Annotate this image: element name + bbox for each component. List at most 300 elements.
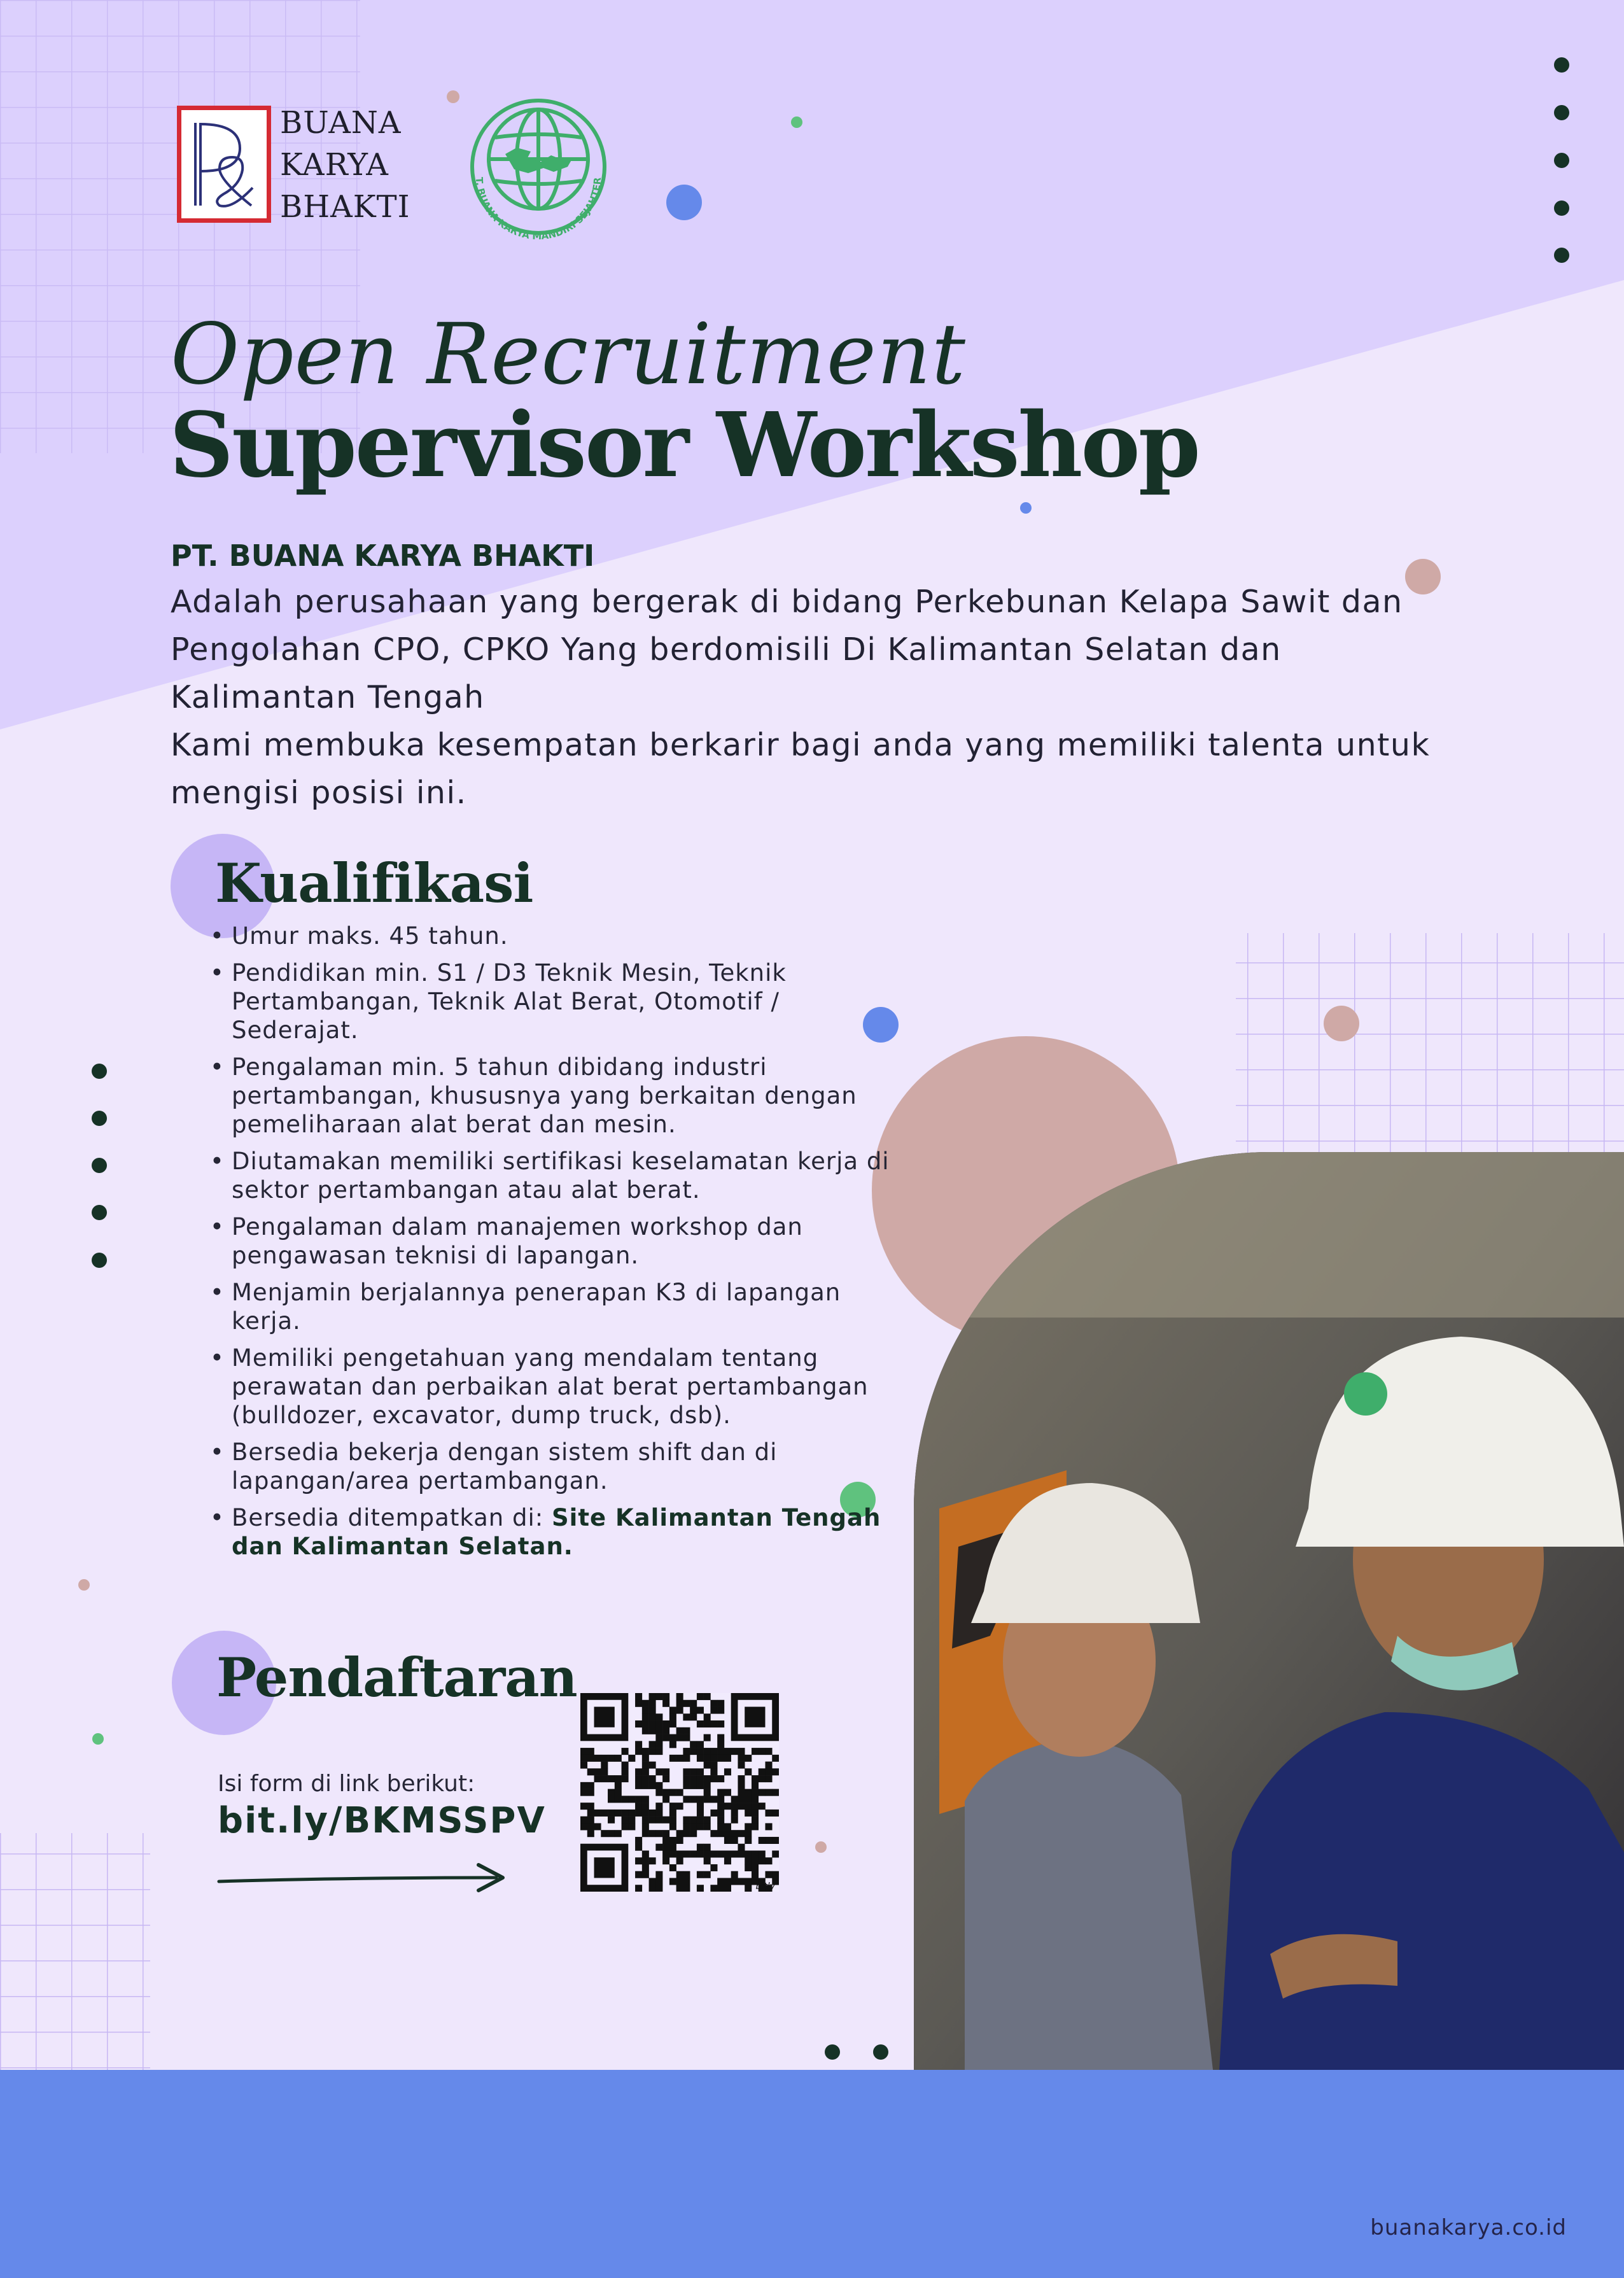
- qr-module: [710, 1850, 717, 1857]
- qr-module: [772, 1871, 779, 1878]
- registration-link[interactable]: bit.ly/BKMSSPV: [218, 1800, 546, 1841]
- qr-module: [587, 1789, 594, 1796]
- qr-module: [655, 1885, 662, 1892]
- qr-module: [745, 1810, 752, 1817]
- qr-module: [697, 1707, 704, 1714]
- qr-module: [642, 1748, 649, 1755]
- qr-module: [765, 1789, 772, 1796]
- qr-module: [724, 1850, 731, 1857]
- qr-module: [655, 1830, 662, 1837]
- qr-module: [704, 1762, 711, 1769]
- qr-module: [690, 1748, 697, 1755]
- qr-module: [697, 1796, 704, 1803]
- qr-module: [724, 1830, 731, 1837]
- qr-module: [601, 1762, 608, 1769]
- qr-module: [704, 1748, 711, 1755]
- qr-module: [752, 1748, 759, 1755]
- qr-module: [683, 1871, 690, 1878]
- qr-module: [759, 1748, 766, 1755]
- qr-module: [635, 1857, 642, 1864]
- qr-module: [683, 1755, 690, 1762]
- qr-module: [717, 1810, 724, 1817]
- qr-module: [717, 1748, 724, 1755]
- qr-module: [738, 1830, 745, 1837]
- qr-module: [615, 1782, 622, 1789]
- qr-module: [628, 1796, 635, 1803]
- qr-module: [745, 1796, 752, 1803]
- qr-module: [635, 1700, 642, 1707]
- qr-module: [683, 1885, 690, 1892]
- qr-module: [704, 1755, 711, 1762]
- qr-module: [594, 1768, 601, 1775]
- qr-module: [608, 1817, 615, 1824]
- qr-module: [697, 1693, 704, 1700]
- qr-module: [642, 1762, 649, 1769]
- qr-module: [704, 1782, 711, 1789]
- qr-module: [642, 1857, 649, 1864]
- qr-module: [608, 1775, 615, 1782]
- qr-module: [724, 1768, 731, 1775]
- qr-module: [580, 1789, 587, 1796]
- qr-module: [662, 1850, 669, 1857]
- logo-line-2: KARYA: [280, 147, 389, 183]
- qr-module: [690, 1830, 697, 1837]
- qr-module: [690, 1775, 697, 1782]
- qr-module: [642, 1707, 649, 1714]
- qr-module: [683, 1796, 690, 1803]
- qr-module: [752, 1782, 759, 1789]
- qr-module: [635, 1871, 642, 1878]
- qr-module: [731, 1871, 738, 1878]
- qr-module: [724, 1878, 731, 1885]
- qr-module: [710, 1762, 717, 1769]
- qr-module: [676, 1885, 683, 1892]
- qr-module: [649, 1817, 656, 1824]
- qr-module: [622, 1817, 629, 1824]
- qr-module: [628, 1823, 635, 1830]
- qr-module: [717, 1803, 724, 1810]
- qr-module: [697, 1775, 704, 1782]
- qr-module: [752, 1817, 759, 1824]
- qr-module: [690, 1768, 697, 1775]
- qr-module: [587, 1755, 594, 1762]
- qr-module: [642, 1850, 649, 1857]
- list-item: • Pengalaman min. 5 tahun dibidang industri pertambangan, khususnya yang berkaitan dengan pemeliharaan alat berat dan mesin.: [210, 1053, 904, 1139]
- qr-module: [635, 1720, 642, 1727]
- qr-module: [587, 1748, 594, 1755]
- qr-module: [690, 1713, 697, 1720]
- qr-module: [649, 1693, 656, 1700]
- seal-text: T. BUANA KARYA MANDIRI SEJAHTER: [473, 176, 604, 239]
- qr-module: [669, 1850, 676, 1857]
- qr-module: [655, 1844, 662, 1851]
- qr-module: [649, 1830, 656, 1837]
- qr-module: [669, 1817, 676, 1824]
- title-open-recruitment: Open Recruitment: [171, 306, 966, 404]
- qr-module: [710, 1700, 717, 1707]
- qr-module: [745, 1857, 752, 1864]
- qr-module: [717, 1755, 724, 1762]
- qr-module: [676, 1871, 683, 1878]
- qr-module: [669, 1864, 676, 1871]
- qr-module: [676, 1850, 683, 1857]
- qr-module: [683, 1850, 690, 1857]
- arrow-line: [219, 1878, 496, 1881]
- qr-module: [622, 1768, 629, 1775]
- qr-module: [649, 1720, 656, 1727]
- qr-module: [655, 1748, 662, 1755]
- qr-module: [697, 1755, 704, 1762]
- qr-module: [669, 1741, 676, 1748]
- qr-module: [649, 1727, 656, 1734]
- qr-module: [717, 1789, 724, 1796]
- qualifications-list: [210, 922, 904, 1569]
- qr-module: [642, 1817, 649, 1824]
- qr-module: [731, 1830, 738, 1837]
- qr-module: [724, 1857, 731, 1864]
- qr-module: [662, 1837, 669, 1844]
- qr-module: [765, 1871, 772, 1878]
- qr-module: [724, 1789, 731, 1796]
- qr-module: [642, 1830, 649, 1837]
- qr-module: [683, 1734, 690, 1741]
- qr-module: [697, 1871, 704, 1878]
- qr-module: [601, 1775, 608, 1782]
- qr-module: [635, 1693, 642, 1700]
- qr-module: [731, 1850, 738, 1857]
- qr-module: [655, 1720, 662, 1727]
- qr-module: [662, 1796, 669, 1803]
- qr-module: [669, 1844, 676, 1851]
- qr-module: [580, 1803, 587, 1810]
- qr-module: [662, 1775, 669, 1782]
- seal-logo: [453, 95, 622, 239]
- qr-module: [649, 1810, 656, 1817]
- qr-module: [676, 1789, 683, 1796]
- qr-module: [745, 1878, 752, 1885]
- qr-module: [662, 1830, 669, 1837]
- qr-module: [704, 1775, 711, 1782]
- qr-module: [635, 1741, 642, 1748]
- qr-module: [765, 1810, 772, 1817]
- qr-module: [752, 1810, 759, 1817]
- photo-illustration: [914, 1152, 1624, 2070]
- title-position: Supervisor Workshop: [169, 393, 1199, 498]
- qr-module: [580, 1748, 587, 1755]
- qr-module: [710, 1707, 717, 1714]
- qr-module: [738, 1850, 745, 1857]
- qr-finder: [745, 1707, 765, 1727]
- list-item: • Memiliki pengetahuan yang mendalam tentang perawatan dan perbaikan alat berat pertambangan (bulldozer, excavator, dump truck, dsb).: [210, 1344, 904, 1430]
- qr-module: [669, 1720, 676, 1727]
- qr-module: [772, 1768, 779, 1775]
- intro-paragraph-2: Kami membuka kesempatan berkarir bagi anda yang memiliki talenta untuk mengisi posisi ini.: [171, 727, 1431, 811]
- qr-module: [697, 1741, 704, 1748]
- qr-module: [642, 1803, 649, 1810]
- logo-line-3: BHAKTI: [280, 189, 410, 225]
- company-name: PT. BUANA KARYA BHAKTI: [171, 538, 595, 573]
- qr-module: [676, 1837, 683, 1844]
- logo-line-1: BUANA: [280, 105, 402, 141]
- qr-module: [745, 1837, 752, 1844]
- qr-module: [635, 1782, 642, 1789]
- qr-module: [772, 1810, 779, 1817]
- qr-module: [683, 1782, 690, 1789]
- qualifications-heading: Kualifikasi: [215, 852, 533, 915]
- qr-module: [745, 1789, 752, 1796]
- company-logo-mark: [177, 106, 271, 223]
- qr-module: [731, 1817, 738, 1824]
- qr-module: [724, 1823, 731, 1830]
- qr-module: [759, 1837, 766, 1844]
- qr-module: [642, 1775, 649, 1782]
- qr-module: [759, 1803, 766, 1810]
- qr-module: [580, 1817, 587, 1824]
- list-item: • Menjamin berjalannya penerapan K3 di lapangan kerja.: [210, 1278, 904, 1335]
- qr-module: [642, 1796, 649, 1803]
- placement-prefix: Bersedia ditempatkan di:: [232, 1504, 552, 1531]
- qr-brand: bitly: [755, 1881, 775, 1892]
- qr-module: [704, 1720, 711, 1727]
- qr-module: [717, 1850, 724, 1857]
- qr-module: [690, 1817, 697, 1824]
- qr-module: [655, 1693, 662, 1700]
- company-intro: [171, 578, 1475, 817]
- qr-module: [717, 1830, 724, 1837]
- qr-module: [690, 1850, 697, 1857]
- qr-module: [655, 1782, 662, 1789]
- qr-module: [649, 1885, 656, 1892]
- qr-module: [745, 1803, 752, 1810]
- qr-module: [765, 1748, 772, 1755]
- qr-module: [710, 1748, 717, 1755]
- qr-module: [704, 1857, 711, 1864]
- qr-module: [683, 1700, 690, 1707]
- list-item: • Diutamakan memiliki sertifikasi keselamatan kerja di sektor pertambangan atau alat berat.: [210, 1147, 904, 1204]
- qr-module: [594, 1810, 601, 1817]
- qr-module: [765, 1823, 772, 1830]
- qr-module: [587, 1817, 594, 1824]
- qr-module: [697, 1850, 704, 1857]
- qr-module: [608, 1796, 615, 1803]
- qr-module: [622, 1823, 629, 1830]
- qr-module: [759, 1768, 766, 1775]
- qr-module: [710, 1810, 717, 1817]
- qr-module: [710, 1755, 717, 1762]
- qr-module: [649, 1713, 656, 1720]
- qr-module: [690, 1700, 697, 1707]
- qr-module: [615, 1830, 622, 1837]
- qr-module: [622, 1762, 629, 1769]
- qr-module: [752, 1850, 759, 1857]
- qr-module: [676, 1857, 683, 1864]
- qr-module: [642, 1871, 649, 1878]
- qr-module: [745, 1768, 752, 1775]
- qr-module: [745, 1830, 752, 1837]
- qr-module: [738, 1782, 745, 1789]
- qr-module: [710, 1720, 717, 1727]
- qr-module: [704, 1871, 711, 1878]
- qr-module: [676, 1707, 683, 1714]
- qr-module: [628, 1755, 635, 1762]
- qr-module: [594, 1823, 601, 1830]
- qr-module: [662, 1817, 669, 1824]
- qr-module: [580, 1782, 587, 1789]
- qr-module: [752, 1857, 759, 1864]
- qr-module: [615, 1775, 622, 1782]
- qr-module: [635, 1844, 642, 1851]
- qr-module: [635, 1768, 642, 1775]
- grid-right: [1236, 933, 1624, 1156]
- qr-module: [587, 1823, 594, 1830]
- qr-module: [649, 1700, 656, 1707]
- qr-module: [615, 1755, 622, 1762]
- qr-module: [724, 1803, 731, 1810]
- qr-module: [731, 1796, 738, 1803]
- qr-module: [752, 1775, 759, 1782]
- qr-module: [765, 1775, 772, 1782]
- qr-module: [615, 1796, 622, 1803]
- qr-module: [608, 1755, 615, 1762]
- qr-module: [772, 1837, 779, 1844]
- qr-module: [669, 1755, 676, 1762]
- qr-module: [669, 1837, 676, 1844]
- qr-module: [642, 1768, 649, 1775]
- qr-module: [738, 1803, 745, 1810]
- qr-module: [662, 1789, 669, 1796]
- qr-module: [642, 1713, 649, 1720]
- qr-module: [717, 1885, 724, 1892]
- qr-module: [704, 1713, 711, 1720]
- qr-module: [710, 1775, 717, 1782]
- qr-module: [704, 1693, 711, 1700]
- qr-module: [580, 1762, 587, 1769]
- qr-module: [655, 1789, 662, 1796]
- qr-module: [752, 1789, 759, 1796]
- qr-module: [676, 1755, 683, 1762]
- qr-module: [642, 1755, 649, 1762]
- qr-module: [608, 1810, 615, 1817]
- qr-module: [772, 1789, 779, 1796]
- qr-module: [635, 1748, 642, 1755]
- qr-module: [710, 1885, 717, 1892]
- qr-module: [745, 1864, 752, 1871]
- qr-module: [710, 1796, 717, 1803]
- qr-module: [655, 1817, 662, 1824]
- qr-module: [655, 1741, 662, 1748]
- qr-module: [772, 1755, 779, 1762]
- qr-module: [669, 1707, 676, 1714]
- qr-module: [683, 1830, 690, 1837]
- qr-module: [697, 1817, 704, 1824]
- qr-module: [676, 1693, 683, 1700]
- qr-module: [697, 1844, 704, 1851]
- footer-website[interactable]: buanakarya.co.id: [1370, 2215, 1567, 2240]
- registration-heading: Pendaftaran: [216, 1646, 577, 1709]
- qr-module: [622, 1775, 629, 1782]
- qr-module: [655, 1871, 662, 1878]
- list-item: • Umur maks. 45 tahun.: [210, 922, 904, 950]
- qr-module: [690, 1823, 697, 1830]
- qr-module: [765, 1762, 772, 1769]
- qr-module: [622, 1810, 629, 1817]
- qr-module: [683, 1748, 690, 1755]
- qr-module: [697, 1720, 704, 1727]
- qr-module: [745, 1850, 752, 1857]
- qr-module: [745, 1885, 752, 1892]
- qr-module: [717, 1734, 724, 1741]
- qr-module: [655, 1810, 662, 1817]
- qr-module: [731, 1748, 738, 1755]
- qr-module: [752, 1871, 759, 1878]
- qr-module: [649, 1878, 656, 1885]
- qr-module: [662, 1720, 669, 1727]
- qr-module: [717, 1775, 724, 1782]
- qr-module: [731, 1837, 738, 1844]
- qr-module: [642, 1782, 649, 1789]
- list-item: • Pendidikan min. S1 / D3 Teknik Mesin, Teknik Pertambangan, Teknik Alat Berat, Otomotif / Sederajat.: [210, 959, 904, 1044]
- qr-module: [594, 1775, 601, 1782]
- qr-module: [717, 1817, 724, 1824]
- qr-module: [697, 1768, 704, 1775]
- qr-finder: [594, 1707, 615, 1727]
- qr-module: [635, 1885, 642, 1892]
- placement-sites: Site Kalimantan Tengah dan Kalimantan Selatan.: [232, 1504, 881, 1560]
- qr-module: [704, 1789, 711, 1796]
- qr-module: [759, 1775, 766, 1782]
- qr-module: [704, 1817, 711, 1824]
- qr-module: [717, 1741, 724, 1748]
- qr-module: [724, 1837, 731, 1844]
- qr-module: [669, 1713, 676, 1720]
- qr-module: [765, 1768, 772, 1775]
- qr-module: [752, 1864, 759, 1871]
- qr-module: [642, 1727, 649, 1734]
- dots-left: [92, 1064, 107, 1268]
- qr-module: [669, 1823, 676, 1830]
- qr-module: [669, 1789, 676, 1796]
- qr-module: [765, 1837, 772, 1844]
- qr-module: [683, 1878, 690, 1885]
- qr-module: [635, 1775, 642, 1782]
- qr-module: [738, 1796, 745, 1803]
- qr-module: [752, 1803, 759, 1810]
- qr-module: [697, 1782, 704, 1789]
- qr-module: [683, 1775, 690, 1782]
- qr-module: [745, 1823, 752, 1830]
- qr-module: [676, 1700, 683, 1707]
- qr-module: [642, 1810, 649, 1817]
- intro-paragraph-1: Adalah perusahaan yang bergerak di bidang Perkebunan Kelapa Sawit dan Pengolahan CPO, CPKO Yang berdomisili Di Kalimantan Selatan dan Kalimantan Tengah: [171, 584, 1403, 715]
- qr-module: [690, 1782, 697, 1789]
- qr-module: [690, 1707, 697, 1714]
- qr-module: [649, 1857, 656, 1864]
- qr-module: [635, 1837, 642, 1844]
- qr-module: [704, 1850, 711, 1857]
- qr-module: [738, 1844, 745, 1851]
- qr-module: [697, 1748, 704, 1755]
- workers-photo: [914, 1152, 1624, 2070]
- list-item: • Pengalaman dalam manajemen workshop dan pengawasan teknisi di lapangan.: [210, 1213, 904, 1270]
- qr-module: [738, 1748, 745, 1755]
- qr-module: [628, 1817, 635, 1824]
- qr-module: [655, 1803, 662, 1810]
- qr-module: [717, 1700, 724, 1707]
- qr-module: [697, 1823, 704, 1830]
- list-item: • Bersedia bekerja dengan sistem shift dan di lapangan/area pertambangan.: [210, 1438, 904, 1495]
- qr-code[interactable]: [580, 1693, 779, 1892]
- qr-module: [704, 1734, 711, 1741]
